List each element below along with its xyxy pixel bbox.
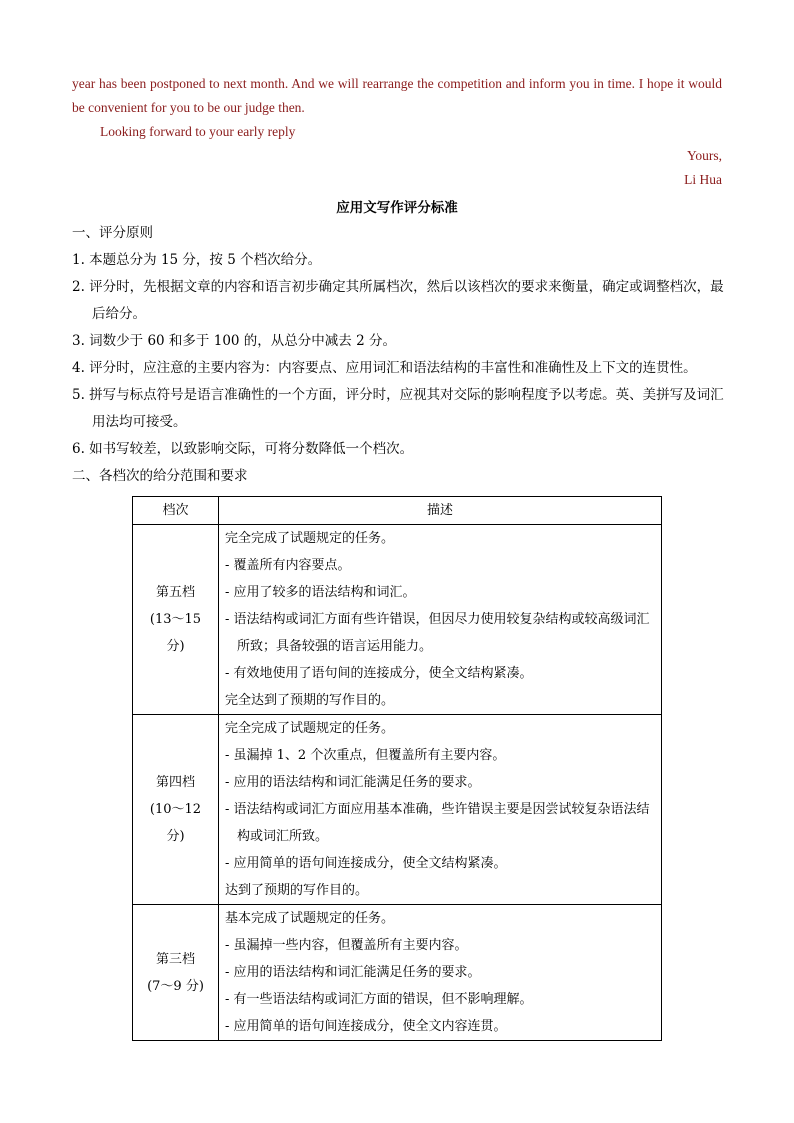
description-line: - 有效地使用了语句间的连接成分，使全文结构紧凑。 xyxy=(225,666,533,681)
scoring-principles xyxy=(72,220,724,490)
principle-item: 4. 评分时，应注意的主要内容为：内容要点、应用词汇和语法结构的丰富性和准确性及上下文的连贯性。 xyxy=(72,360,697,376)
level-name: 第五档 xyxy=(155,585,195,600)
description-line: 达到了预期的写作目的。 xyxy=(225,883,369,898)
description-line: - 应用的语法结构和词汇能满足任务的要求。 xyxy=(225,965,481,980)
letter-paragraph: year has been postponed to next month. And we will rearrange the competition and inform you in time. I hope it would be convenient for you to be our judge then. xyxy=(72,76,722,115)
grading-table xyxy=(132,496,662,1041)
description-cell xyxy=(219,905,662,1041)
description-line: - 语法结构或词汇方面有些许错误，但因尽力使用较复杂结构或较高级词汇所致；具备较强的语言运用能力。 xyxy=(225,612,650,654)
description-line: - 覆盖所有内容要点。 xyxy=(225,558,351,573)
description-line: 完全完成了试题规定的任务。 xyxy=(225,531,395,546)
description-line: - 应用简单的语句间连接成分，使全文结构紧凑。 xyxy=(225,856,507,871)
description-line: - 语法结构或词汇方面应用基本准确，些许错误主要是因尝试较复杂语法结构或词汇所致。 xyxy=(225,802,650,844)
table-row xyxy=(133,525,662,715)
level-range: (7～9 分) xyxy=(147,978,204,994)
letter-body xyxy=(72,72,722,192)
description-line: 完全完成了试题规定的任务。 xyxy=(225,721,395,736)
principle-item: 1. 本题总分为 15 分，按 5 个档次给分。 xyxy=(72,252,322,268)
description-line: - 应用的语法结构和词汇能满足任务的要求。 xyxy=(225,775,481,790)
level-name: 第三档 xyxy=(155,951,195,967)
description-cell xyxy=(219,715,662,905)
level-range: (10～12 分) xyxy=(149,802,202,844)
level-range: (13～15 分) xyxy=(149,612,202,654)
description-line: 完全达到了预期的写作目的。 xyxy=(225,693,395,708)
letter-closing-line: Looking forward to your early reply xyxy=(100,124,296,139)
description-line: - 虽漏掉 1、2 个次重点，但覆盖所有主要内容。 xyxy=(225,748,506,763)
level-name: 第四档 xyxy=(155,775,195,790)
description-line: - 应用了较多的语法结构和词汇。 xyxy=(225,585,416,600)
level-cell xyxy=(133,715,219,905)
description-line: - 有一些语法结构或词汇方面的错误，但不影响理解。 xyxy=(225,992,533,1007)
principle-item: 5. 拼写与标点符号是语言准确性的一个方面，评分时，应视其对交际的影响程度予以考虑。英、美拼写及词汇用法均可接受。 xyxy=(72,387,724,430)
level-cell xyxy=(133,905,219,1041)
page-title: 应用文写作评分标准 xyxy=(336,200,458,216)
principle-item: 6. 如书写较差，以致影响交际，可将分数降低一个档次。 xyxy=(72,441,414,457)
table-row xyxy=(133,715,662,905)
principle-item: 3. 词数少于 60 和多于 100 的，从总分中减去 2 分。 xyxy=(72,333,396,349)
section-heading: 二、各档次的给分范围和要求 xyxy=(72,468,248,484)
table-header-row xyxy=(133,497,662,525)
principle-item: 2. 评分时，先根据文章的内容和语言初步确定其所属档次，然后以该档次的要求来衡量，确定或调整档次，最后给分。 xyxy=(72,279,724,322)
level-cell xyxy=(133,525,219,715)
table-row xyxy=(133,905,662,1041)
column-header-level: 档次 xyxy=(133,497,219,525)
letter-valediction: Yours, xyxy=(686,148,722,163)
description-line: - 应用简单的语句间连接成分，使全文内容连贯。 xyxy=(225,1019,507,1034)
letter-signature: Li Hua xyxy=(684,172,722,187)
section-heading: 一、评分原则 xyxy=(72,225,153,241)
column-header-description: 描述 xyxy=(219,497,662,525)
description-line: - 虽漏掉一些内容，但覆盖所有主要内容。 xyxy=(225,938,468,953)
description-line: 基本完成了试题规定的任务。 xyxy=(225,911,395,926)
description-cell xyxy=(219,525,662,715)
